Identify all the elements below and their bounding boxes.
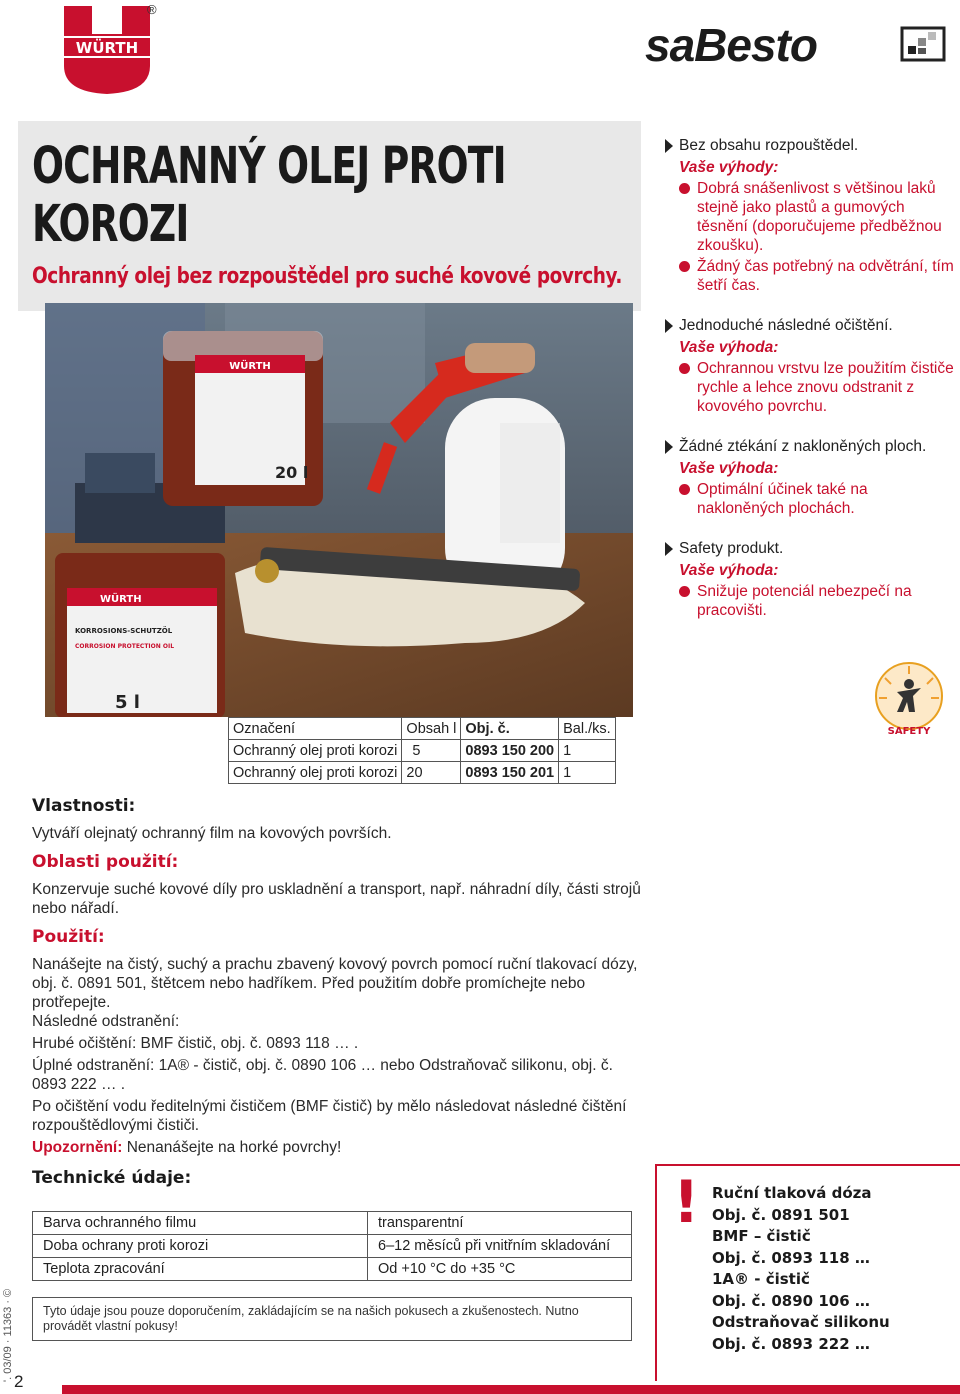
feature-bullet xyxy=(665,582,955,620)
section-text: Hrubé očištění: BMF čistič, obj. č. 0893 118 … . xyxy=(32,1035,359,1052)
section-text: Po očištění vodu ředitelnými čističem (BMF čistič) by mělo následovat následné čištění rozpouštědlovými čističi. xyxy=(32,1098,627,1134)
tech-data-table xyxy=(32,1211,632,1281)
table-cell: Barva ochranného filmu xyxy=(33,1212,368,1235)
feature-block xyxy=(665,136,955,295)
safety-badge-icon xyxy=(873,660,945,740)
feature-block xyxy=(665,437,955,518)
section-text: Nanášejte na čistý, suchý a prachu zbavený kovový povrch pomocí ruční tlakovací dózy, obj. č. 0891 501, štětcem nebo hadříkem. Před použitím dobře promíchejte nebo protřepejte. xyxy=(32,956,638,1011)
exclamation-icon: ! xyxy=(673,1168,700,1236)
bullet-text: Žádný čas potřebný na odvětrání, tím šetří čas. xyxy=(697,258,954,294)
page-title: OCHRANNÝ OLEJ PROTI KOROZI xyxy=(32,137,506,254)
bullet-dot-icon xyxy=(679,261,690,272)
advantage-label: Vaše výhoda: xyxy=(679,339,779,356)
table-cell: 0893 150 201 xyxy=(461,762,559,784)
feature-block xyxy=(665,316,955,416)
bullet-dot-icon xyxy=(679,363,690,374)
feature-title: Žádné ztékání z nakloněných ploch. xyxy=(679,438,927,455)
section-text: Následné odstranění: xyxy=(32,1013,180,1030)
table-row xyxy=(33,1258,632,1281)
feature-bullet xyxy=(665,257,955,295)
page-number: 2 xyxy=(14,1372,24,1391)
table-row xyxy=(229,762,616,784)
list-item: Obj. č. 0891 501 xyxy=(712,1205,850,1224)
feature-title: Safety produkt. xyxy=(679,540,784,557)
list-item: BMF – čistič xyxy=(712,1227,811,1245)
page-subtitle: Ochranný olej bez rozpouštědel pro suché kovové povrchy. xyxy=(32,264,623,289)
sabesto-logo: saBesto xyxy=(645,19,817,71)
product-photo xyxy=(45,303,633,717)
section-heading: Technické údaje: xyxy=(32,1168,192,1188)
list-item: Ruční tlaková dóza xyxy=(712,1184,872,1202)
table-cell: Teplota zpracování xyxy=(33,1258,368,1281)
accessories-list xyxy=(712,1183,890,1355)
table-header-row xyxy=(229,718,616,740)
warning-label: Upozornění: xyxy=(32,1139,123,1156)
feature-bullet xyxy=(665,179,955,255)
photo-can-label-5l: 5 l xyxy=(115,692,140,713)
bullet-text: Ochrannou vrstvu lze použitím čističe rychle a lehce znovu odstranit z kovového povrchu. xyxy=(697,360,954,415)
feature-title: Jednoduché následné očištění. xyxy=(679,317,893,334)
feature-bullet xyxy=(665,359,955,416)
section-text: Konzervuje suché kovové díly pro uskladnění a transport, např. náhradní díly, části strojů nebo nářadí. xyxy=(32,881,641,917)
table-cell: Ochranný olej proti korozi xyxy=(229,740,402,762)
section-text: Vytváří olejnatý ochranný film na kovových površích. xyxy=(32,825,392,842)
advantage-label: Vaše výhoda: xyxy=(679,460,779,477)
body-text xyxy=(32,797,642,1196)
table-cell: 5 xyxy=(402,740,461,762)
section-heading: Oblasti použití: xyxy=(32,852,179,872)
list-item: Obj. č. 0893 222 … xyxy=(712,1334,870,1353)
safety-badge-text: SAFETY xyxy=(887,726,931,737)
wurth-logo xyxy=(62,4,152,96)
table-cell: 1 xyxy=(559,762,616,784)
table-header-cell: Obj. č. xyxy=(461,718,559,740)
table-header-cell: Označení xyxy=(229,718,402,740)
product-table xyxy=(228,717,616,784)
advantage-label: Vaše výhoda: xyxy=(679,562,779,579)
warning-text: Nenanášejte na horké povrchy! xyxy=(122,1139,342,1156)
section-text: Úplné odstranění: 1A® - čistič, obj. č. 0890 106 … nebo Odstraňovač silikonu, obj. č. 0893 222 … . xyxy=(32,1057,613,1093)
registered-mark: ® xyxy=(147,2,157,17)
triangle-arrow-icon xyxy=(665,542,673,556)
photo-can-brand-2: WÜRTH xyxy=(100,594,142,605)
feature-title: Bez obsahu rozpouštědel. xyxy=(679,137,859,154)
sabesto-mark-icon xyxy=(900,26,946,62)
feature-bullet xyxy=(665,480,955,518)
triangle-arrow-icon xyxy=(665,319,673,333)
feature-block xyxy=(665,539,955,620)
bullet-text: Snižuje potenciál nebezpečí na pracovišti. xyxy=(697,583,912,619)
list-item: Obj. č. 0890 106 … xyxy=(712,1291,870,1310)
document-code: '. 03/09 · 11363 · © xyxy=(2,1288,14,1382)
section-heading: Vlastnosti: xyxy=(32,796,136,816)
bullet-text: Dobrá snášenlivost s většinou laků stejně jako plastů a gumových těsnění (doporučujeme předběžnou zkoušku). xyxy=(697,180,942,254)
triangle-arrow-icon xyxy=(665,139,673,153)
list-item: Odstraňovač silikonu xyxy=(712,1313,890,1331)
features-column xyxy=(665,136,955,641)
bullet-dot-icon xyxy=(679,586,690,597)
section-heading: Použití: xyxy=(32,927,105,947)
table-cell: 0893 150 200 xyxy=(461,740,559,762)
table-cell: Od +10 °C do +35 °C xyxy=(368,1258,632,1281)
wurth-logo-text: WÜRTH xyxy=(75,39,139,57)
bottom-red-bar xyxy=(62,1385,960,1394)
table-row xyxy=(33,1235,632,1258)
table-cell: Doba ochrany proti korozi xyxy=(33,1235,368,1258)
photo-can-label-20l: 20 l xyxy=(275,463,309,482)
table-cell: 1 xyxy=(559,740,616,762)
table-cell: transparentní xyxy=(368,1212,632,1235)
table-cell: 20 xyxy=(402,762,461,784)
bullet-text: Optimální účinek také na nakloněných plochách. xyxy=(697,481,868,517)
table-cell: Ochranný olej proti korozi xyxy=(229,762,402,784)
photo-can-product-en: CORROSION PROTECTION OIL xyxy=(75,643,175,650)
advantage-label: Vaše výhody: xyxy=(679,159,779,176)
photo-can-product: KORROSIONS-SCHUTZÖL xyxy=(75,627,173,635)
table-row xyxy=(229,740,616,762)
table-header-cell: Obsah l xyxy=(402,718,461,740)
photo-can-brand: WÜRTH xyxy=(229,361,271,372)
list-item: Obj. č. 0893 118 … xyxy=(712,1248,870,1267)
table-cell: 6–12 měsíců při vnitřním skladování xyxy=(368,1235,632,1258)
list-item: 1A® - čistič xyxy=(712,1270,810,1288)
table-header-cell: Bal./ks. xyxy=(559,718,616,740)
bullet-dot-icon xyxy=(679,183,690,194)
warning-line xyxy=(32,1138,642,1157)
table-row xyxy=(33,1212,632,1235)
triangle-arrow-icon xyxy=(665,440,673,454)
bullet-dot-icon xyxy=(679,484,690,495)
disclaimer-note: Tyto údaje jsou pouze doporučením, zakládajícím se na našich pokusech a zkušenostech. Nutno provádět vlastní pokusy! xyxy=(32,1297,632,1341)
